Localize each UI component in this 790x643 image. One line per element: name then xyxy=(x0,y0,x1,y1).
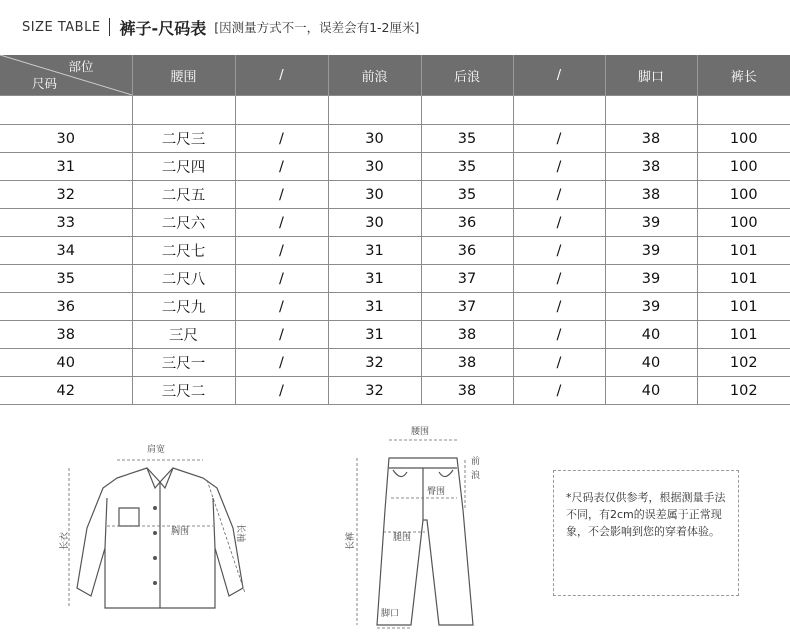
shirt-sleeve-label: 长袖 xyxy=(235,524,245,543)
shirt-shoulder-label: 肩宽 xyxy=(147,445,166,455)
table-cell: 101 xyxy=(697,321,790,349)
empty-row xyxy=(0,96,790,125)
table-cell: 二尺九 xyxy=(132,293,235,321)
table-cell: 二尺六 xyxy=(132,209,235,237)
table-cell: 100 xyxy=(697,125,790,153)
table-cell: 38 xyxy=(605,153,697,181)
button-icon xyxy=(153,531,157,535)
table-cell xyxy=(328,96,421,125)
table-cell: 35 xyxy=(421,181,513,209)
col-header: 前浪 xyxy=(328,55,421,96)
table-cell: 34 xyxy=(0,237,132,265)
table-cell: 100 xyxy=(697,153,790,181)
table-header-row xyxy=(0,55,790,96)
table-cell: 40 xyxy=(0,349,132,377)
table-cell: 30 xyxy=(328,153,421,181)
table-cell: / xyxy=(513,181,605,209)
table-cell: 二尺五 xyxy=(132,181,235,209)
table-cell xyxy=(605,96,697,125)
pants-rise-label-1: 前 xyxy=(471,457,481,467)
table-row xyxy=(0,209,790,237)
table-cell: 38 xyxy=(421,349,513,377)
table-cell: 39 xyxy=(605,293,697,321)
table-cell: 40 xyxy=(605,321,697,349)
disclaimer-box xyxy=(553,470,739,596)
header-divider xyxy=(109,18,110,36)
table-cell: / xyxy=(235,377,328,405)
table-cell: 35 xyxy=(421,125,513,153)
col-header: / xyxy=(235,55,328,96)
table-cell: 39 xyxy=(605,237,697,265)
pants-waist-label: 腰围 xyxy=(411,427,430,437)
table-cell: / xyxy=(513,209,605,237)
table-cell: 38 xyxy=(421,321,513,349)
table-cell: / xyxy=(513,237,605,265)
table-cell xyxy=(421,96,513,125)
table-cell: 40 xyxy=(605,377,697,405)
table-cell: 32 xyxy=(0,181,132,209)
table-cell: 101 xyxy=(697,265,790,293)
table-cell: 31 xyxy=(328,237,421,265)
button-icon xyxy=(153,506,157,510)
header-cn-title: 裤子-尺码表 xyxy=(119,18,207,38)
table-cell: 三尺一 xyxy=(132,349,235,377)
table-cell: 二尺八 xyxy=(132,265,235,293)
table-cell: 36 xyxy=(0,293,132,321)
corner-top-label: 部位 xyxy=(68,59,94,74)
corner-cell xyxy=(0,55,132,96)
table-row xyxy=(0,377,790,405)
table-cell: 32 xyxy=(328,349,421,377)
table-row xyxy=(0,265,790,293)
table-cell: 40 xyxy=(605,349,697,377)
table-row xyxy=(0,349,790,377)
table-cell: 31 xyxy=(0,153,132,181)
table-cell: / xyxy=(513,125,605,153)
table-cell xyxy=(132,96,235,125)
table-cell: 38 xyxy=(605,181,697,209)
diagonal-line xyxy=(0,55,132,95)
disclaimer-text: *尺码表仅供参考，根据测量手法不同，有2cm的误差属于正常现象，不会影响到您的穿着体验。 xyxy=(566,491,726,538)
shirt-seam xyxy=(213,498,215,548)
table-cell: / xyxy=(513,349,605,377)
table-cell: / xyxy=(235,237,328,265)
table-cell: / xyxy=(513,265,605,293)
shirt-seam xyxy=(105,498,107,548)
pants-hip-label: 臀围 xyxy=(427,487,446,497)
table-cell: 100 xyxy=(697,181,790,209)
table-cell: 31 xyxy=(328,265,421,293)
table-cell: 35 xyxy=(421,153,513,181)
pants-hem-label: 脚口 xyxy=(381,609,400,619)
pants-diagram xyxy=(335,420,495,632)
page-header xyxy=(22,12,419,42)
table-cell: / xyxy=(235,153,328,181)
table-cell: / xyxy=(513,153,605,181)
col-header: 裤长 xyxy=(697,55,790,96)
table-cell: 36 xyxy=(421,209,513,237)
table-cell: 31 xyxy=(328,293,421,321)
table-cell: 38 xyxy=(421,377,513,405)
table-cell: / xyxy=(235,125,328,153)
table-cell: / xyxy=(235,293,328,321)
table-cell: 35 xyxy=(0,265,132,293)
table-cell: 38 xyxy=(0,321,132,349)
table-cell xyxy=(235,96,328,125)
table-cell: 39 xyxy=(605,265,697,293)
size-table xyxy=(0,55,790,405)
table-cell: / xyxy=(513,321,605,349)
shirt-length-label: 长衣 xyxy=(60,531,70,550)
table-cell: / xyxy=(513,377,605,405)
table-row xyxy=(0,321,790,349)
table-cell: / xyxy=(235,321,328,349)
table-cell: 30 xyxy=(0,125,132,153)
col-header: / xyxy=(513,55,605,96)
pants-pocket xyxy=(393,470,407,477)
table-row xyxy=(0,293,790,321)
table-cell: 32 xyxy=(328,377,421,405)
table-cell: 30 xyxy=(328,181,421,209)
shirt-chest-label: 胸围 xyxy=(171,527,190,537)
col-header: 腰围 xyxy=(132,55,235,96)
header-note: [因测量方式不一，误差会有1-2厘米] xyxy=(214,20,420,35)
button-icon xyxy=(153,581,157,585)
pants-outline xyxy=(377,458,473,625)
table-cell: 37 xyxy=(421,265,513,293)
col-header: 脚口 xyxy=(605,55,697,96)
pants-pocket xyxy=(439,470,453,477)
table-cell xyxy=(697,96,790,125)
table-cell: 36 xyxy=(421,237,513,265)
table-cell xyxy=(0,96,132,125)
table-row xyxy=(0,237,790,265)
table-cell: / xyxy=(235,209,328,237)
table-row xyxy=(0,125,790,153)
table-row xyxy=(0,181,790,209)
table-cell: 102 xyxy=(697,349,790,377)
table-cell: / xyxy=(513,293,605,321)
table-cell: 二尺三 xyxy=(132,125,235,153)
pants-length-label: 长裤 xyxy=(346,531,356,550)
table-cell: 102 xyxy=(697,377,790,405)
shirt-pocket xyxy=(119,508,139,526)
table-row xyxy=(0,153,790,181)
table-cell: 30 xyxy=(328,209,421,237)
shirt-diagram xyxy=(55,438,270,618)
table-cell: 二尺四 xyxy=(132,153,235,181)
table-cell: 39 xyxy=(605,209,697,237)
table-cell: 37 xyxy=(421,293,513,321)
table-cell: 30 xyxy=(328,125,421,153)
table-body xyxy=(0,96,790,405)
pants-thigh-label: 腿围 xyxy=(393,533,412,543)
table-cell: / xyxy=(235,349,328,377)
table-cell xyxy=(513,96,605,125)
table-cell: 三尺 xyxy=(132,321,235,349)
table-cell: 31 xyxy=(328,321,421,349)
pants-rise-label-2: 浪 xyxy=(471,471,481,481)
table-cell: 二尺七 xyxy=(132,237,235,265)
table-cell: 101 xyxy=(697,293,790,321)
table-cell: 42 xyxy=(0,377,132,405)
table-cell: 101 xyxy=(697,237,790,265)
corner-bottom-label: 尺码 xyxy=(32,76,58,91)
table-cell: 33 xyxy=(0,209,132,237)
col-header: 后浪 xyxy=(421,55,513,96)
table-cell: / xyxy=(235,265,328,293)
table-cell: 38 xyxy=(605,125,697,153)
table-cell: 三尺二 xyxy=(132,377,235,405)
header-en-title: SIZE TABLE xyxy=(22,19,101,35)
table-cell: 100 xyxy=(697,209,790,237)
table-cell: / xyxy=(235,181,328,209)
button-icon xyxy=(153,556,157,560)
